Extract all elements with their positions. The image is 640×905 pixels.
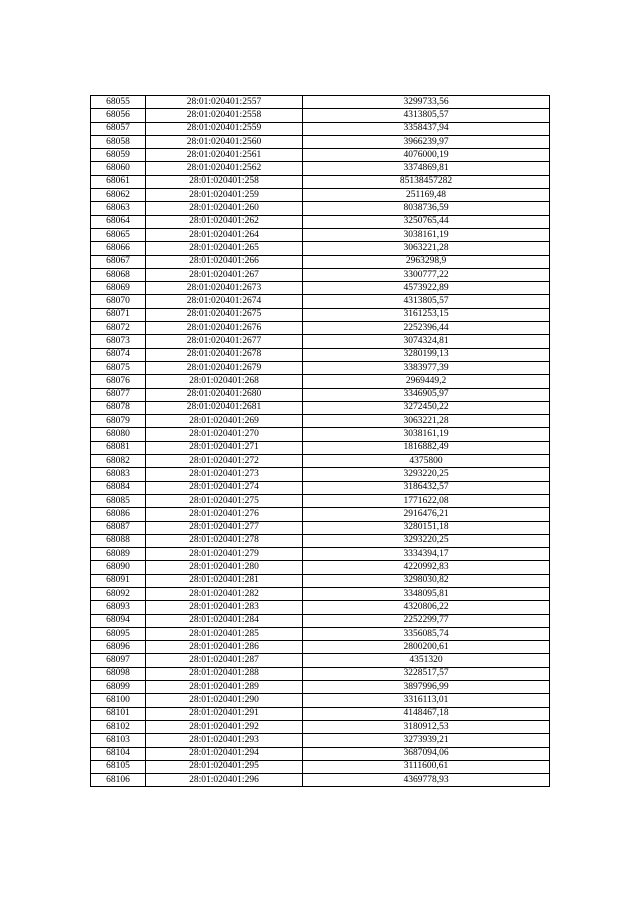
row-number-cell: 68084 bbox=[91, 481, 146, 494]
value-cell: 2252299,77 bbox=[303, 614, 550, 627]
value-cell: 3280151,18 bbox=[303, 521, 550, 534]
cadastral-number-cell: 28:01:020401:282 bbox=[146, 587, 303, 600]
value-cell: 4313805,57 bbox=[303, 109, 550, 122]
value-cell: 3356085,74 bbox=[303, 627, 550, 640]
cadastral-number-cell: 28:01:020401:269 bbox=[146, 415, 303, 428]
table-row bbox=[91, 601, 550, 614]
row-number-cell: 68105 bbox=[91, 760, 146, 773]
value-cell: 3334394,17 bbox=[303, 548, 550, 561]
row-number-cell: 68102 bbox=[91, 720, 146, 733]
value-cell: 1816882,49 bbox=[303, 441, 550, 454]
cadastral-number-cell: 28:01:020401:2677 bbox=[146, 335, 303, 348]
value-cell: 2969449,2 bbox=[303, 375, 550, 388]
cadastral-number-cell: 28:01:020401:279 bbox=[146, 548, 303, 561]
value-cell: 3299733,56 bbox=[303, 96, 550, 109]
row-number-cell: 68094 bbox=[91, 614, 146, 627]
table-row bbox=[91, 455, 550, 468]
cadastral-number-cell: 28:01:020401:293 bbox=[146, 734, 303, 747]
cadastral-number-cell: 28:01:020401:2560 bbox=[146, 135, 303, 148]
cadastral-number-cell: 28:01:020401:275 bbox=[146, 494, 303, 507]
value-cell: 251169,48 bbox=[303, 189, 550, 202]
data-table bbox=[90, 95, 550, 787]
table-row bbox=[91, 681, 550, 694]
value-cell: 85138457282 bbox=[303, 175, 550, 188]
table-row bbox=[91, 122, 550, 135]
value-cell: 3228517,57 bbox=[303, 667, 550, 680]
table-row bbox=[91, 641, 550, 654]
table-row bbox=[91, 561, 550, 574]
row-number-cell: 68090 bbox=[91, 561, 146, 574]
row-number-cell: 68083 bbox=[91, 468, 146, 481]
row-number-cell: 68075 bbox=[91, 361, 146, 374]
row-number-cell: 68057 bbox=[91, 122, 146, 135]
cadastral-number-cell: 28:01:020401:288 bbox=[146, 667, 303, 680]
table-row bbox=[91, 228, 550, 241]
row-number-cell: 68072 bbox=[91, 322, 146, 335]
table-row bbox=[91, 335, 550, 348]
value-cell: 3272450,22 bbox=[303, 401, 550, 414]
row-number-cell: 68106 bbox=[91, 774, 146, 787]
cadastral-number-cell: 28:01:020401:285 bbox=[146, 627, 303, 640]
table-row bbox=[91, 202, 550, 215]
value-cell: 3111600,61 bbox=[303, 760, 550, 773]
row-number-cell: 68104 bbox=[91, 747, 146, 760]
table-row bbox=[91, 774, 550, 787]
cadastral-number-cell: 28:01:020401:259 bbox=[146, 189, 303, 202]
value-cell: 3161253,15 bbox=[303, 308, 550, 321]
row-number-cell: 68073 bbox=[91, 335, 146, 348]
table-row bbox=[91, 667, 550, 680]
value-cell: 3074324,81 bbox=[303, 335, 550, 348]
cadastral-number-cell: 28:01:020401:2557 bbox=[146, 96, 303, 109]
value-cell: 3316113,01 bbox=[303, 694, 550, 707]
value-cell: 3300777,22 bbox=[303, 268, 550, 281]
row-number-cell: 68095 bbox=[91, 627, 146, 640]
value-cell: 3348095,81 bbox=[303, 587, 550, 600]
table-row bbox=[91, 614, 550, 627]
row-number-cell: 68082 bbox=[91, 455, 146, 468]
cadastral-number-cell: 28:01:020401:2673 bbox=[146, 282, 303, 295]
cadastral-number-cell: 28:01:020401:271 bbox=[146, 441, 303, 454]
cadastral-number-cell: 28:01:020401:2559 bbox=[146, 122, 303, 135]
cadastral-number-cell: 28:01:020401:2558 bbox=[146, 109, 303, 122]
cadastral-number-cell: 28:01:020401:272 bbox=[146, 455, 303, 468]
row-number-cell: 68060 bbox=[91, 162, 146, 175]
row-number-cell: 68086 bbox=[91, 508, 146, 521]
table-row bbox=[91, 375, 550, 388]
row-number-cell: 68068 bbox=[91, 268, 146, 281]
value-cell: 3186432,57 bbox=[303, 481, 550, 494]
value-cell: 3038161,19 bbox=[303, 228, 550, 241]
cadastral-number-cell: 28:01:020401:278 bbox=[146, 534, 303, 547]
row-number-cell: 68100 bbox=[91, 694, 146, 707]
row-number-cell: 68062 bbox=[91, 189, 146, 202]
table-row bbox=[91, 215, 550, 228]
row-number-cell: 68079 bbox=[91, 415, 146, 428]
cadastral-number-cell: 28:01:020401:276 bbox=[146, 508, 303, 521]
table-row bbox=[91, 468, 550, 481]
table-body bbox=[91, 96, 550, 787]
row-number-cell: 68070 bbox=[91, 295, 146, 308]
row-number-cell: 68063 bbox=[91, 202, 146, 215]
table-row bbox=[91, 308, 550, 321]
row-number-cell: 68097 bbox=[91, 654, 146, 667]
value-cell: 2252396,44 bbox=[303, 322, 550, 335]
row-number-cell: 68078 bbox=[91, 401, 146, 414]
value-cell: 3966239,97 bbox=[303, 135, 550, 148]
table-row bbox=[91, 720, 550, 733]
cadastral-number-cell: 28:01:020401:267 bbox=[146, 268, 303, 281]
row-number-cell: 68066 bbox=[91, 242, 146, 255]
value-cell: 4320806,22 bbox=[303, 601, 550, 614]
value-cell: 4375800 bbox=[303, 455, 550, 468]
table-row bbox=[91, 189, 550, 202]
value-cell: 3358437,94 bbox=[303, 122, 550, 135]
value-cell: 3250765,44 bbox=[303, 215, 550, 228]
cadastral-number-cell: 28:01:020401:273 bbox=[146, 468, 303, 481]
row-number-cell: 68058 bbox=[91, 135, 146, 148]
row-number-cell: 68077 bbox=[91, 388, 146, 401]
cadastral-number-cell: 28:01:020401:2562 bbox=[146, 162, 303, 175]
table-row bbox=[91, 282, 550, 295]
table-row bbox=[91, 760, 550, 773]
table-row bbox=[91, 428, 550, 441]
row-number-cell: 68093 bbox=[91, 601, 146, 614]
value-cell: 3374869,81 bbox=[303, 162, 550, 175]
cadastral-number-cell: 28:01:020401:258 bbox=[146, 175, 303, 188]
table-row bbox=[91, 481, 550, 494]
value-cell: 3897996,99 bbox=[303, 681, 550, 694]
value-cell: 3280199,13 bbox=[303, 348, 550, 361]
value-cell: 3063221,28 bbox=[303, 242, 550, 255]
value-cell: 2916476,21 bbox=[303, 508, 550, 521]
table-row bbox=[91, 494, 550, 507]
table-row bbox=[91, 401, 550, 414]
table-row bbox=[91, 521, 550, 534]
table-row bbox=[91, 162, 550, 175]
table-row bbox=[91, 149, 550, 162]
row-number-cell: 68081 bbox=[91, 441, 146, 454]
row-number-cell: 68096 bbox=[91, 641, 146, 654]
table-row bbox=[91, 548, 550, 561]
table-row bbox=[91, 747, 550, 760]
cadastral-number-cell: 28:01:020401:292 bbox=[146, 720, 303, 733]
row-number-cell: 68089 bbox=[91, 548, 146, 561]
cadastral-number-cell: 28:01:020401:268 bbox=[146, 375, 303, 388]
cadastral-number-cell: 28:01:020401:287 bbox=[146, 654, 303, 667]
row-number-cell: 68069 bbox=[91, 282, 146, 295]
row-number-cell: 68092 bbox=[91, 587, 146, 600]
value-cell: 3298030,82 bbox=[303, 574, 550, 587]
row-number-cell: 68061 bbox=[91, 175, 146, 188]
table-row bbox=[91, 534, 550, 547]
table-row bbox=[91, 441, 550, 454]
table-row bbox=[91, 587, 550, 600]
table-row bbox=[91, 415, 550, 428]
row-number-cell: 68103 bbox=[91, 734, 146, 747]
value-cell: 3346905,97 bbox=[303, 388, 550, 401]
table-row bbox=[91, 361, 550, 374]
row-number-cell: 68098 bbox=[91, 667, 146, 680]
row-number-cell: 68091 bbox=[91, 574, 146, 587]
value-cell: 1771622,08 bbox=[303, 494, 550, 507]
row-number-cell: 68099 bbox=[91, 681, 146, 694]
row-number-cell: 68080 bbox=[91, 428, 146, 441]
table-row bbox=[91, 135, 550, 148]
cadastral-number-cell: 28:01:020401:289 bbox=[146, 681, 303, 694]
table-row bbox=[91, 295, 550, 308]
table-row bbox=[91, 508, 550, 521]
cadastral-number-cell: 28:01:020401:280 bbox=[146, 561, 303, 574]
cadastral-number-cell: 28:01:020401:277 bbox=[146, 521, 303, 534]
row-number-cell: 68064 bbox=[91, 215, 146, 228]
value-cell: 4076000,19 bbox=[303, 149, 550, 162]
table-row bbox=[91, 175, 550, 188]
row-number-cell: 68056 bbox=[91, 109, 146, 122]
cadastral-number-cell: 28:01:020401:290 bbox=[146, 694, 303, 707]
row-number-cell: 68076 bbox=[91, 375, 146, 388]
value-cell: 2963298,9 bbox=[303, 255, 550, 268]
table-row bbox=[91, 96, 550, 109]
table-row bbox=[91, 627, 550, 640]
cadastral-number-cell: 28:01:020401:2676 bbox=[146, 322, 303, 335]
table-row bbox=[91, 707, 550, 720]
cadastral-number-cell: 28:01:020401:286 bbox=[146, 641, 303, 654]
cadastral-number-cell: 28:01:020401:2680 bbox=[146, 388, 303, 401]
cadastral-number-cell: 28:01:020401:262 bbox=[146, 215, 303, 228]
row-number-cell: 68059 bbox=[91, 149, 146, 162]
table-row bbox=[91, 574, 550, 587]
cadastral-number-cell: 28:01:020401:2681 bbox=[146, 401, 303, 414]
row-number-cell: 68055 bbox=[91, 96, 146, 109]
value-cell: 8038736,59 bbox=[303, 202, 550, 215]
cadastral-number-cell: 28:01:020401:2675 bbox=[146, 308, 303, 321]
table-row bbox=[91, 694, 550, 707]
row-number-cell: 68101 bbox=[91, 707, 146, 720]
row-number-cell: 68065 bbox=[91, 228, 146, 241]
row-number-cell: 68088 bbox=[91, 534, 146, 547]
table-row bbox=[91, 322, 550, 335]
cadastral-number-cell: 28:01:020401:291 bbox=[146, 707, 303, 720]
value-cell: 4369778,93 bbox=[303, 774, 550, 787]
cadastral-number-cell: 28:01:020401:284 bbox=[146, 614, 303, 627]
value-cell: 4351320 bbox=[303, 654, 550, 667]
cadastral-number-cell: 28:01:020401:2678 bbox=[146, 348, 303, 361]
cadastral-number-cell: 28:01:020401:270 bbox=[146, 428, 303, 441]
cadastral-number-cell: 28:01:020401:274 bbox=[146, 481, 303, 494]
row-number-cell: 68085 bbox=[91, 494, 146, 507]
cadastral-number-cell: 28:01:020401:283 bbox=[146, 601, 303, 614]
table-row bbox=[91, 734, 550, 747]
value-cell: 4220992,83 bbox=[303, 561, 550, 574]
table-row bbox=[91, 348, 550, 361]
value-cell: 3383977,39 bbox=[303, 361, 550, 374]
row-number-cell: 68071 bbox=[91, 308, 146, 321]
cadastral-number-cell: 28:01:020401:266 bbox=[146, 255, 303, 268]
table-row bbox=[91, 268, 550, 281]
cadastral-number-cell: 28:01:020401:264 bbox=[146, 228, 303, 241]
table-row bbox=[91, 255, 550, 268]
value-cell: 3293220,25 bbox=[303, 534, 550, 547]
value-cell: 4573922,89 bbox=[303, 282, 550, 295]
value-cell: 3063221,28 bbox=[303, 415, 550, 428]
value-cell: 3180912,53 bbox=[303, 720, 550, 733]
cadastral-number-cell: 28:01:020401:2561 bbox=[146, 149, 303, 162]
table-row bbox=[91, 109, 550, 122]
table-row bbox=[91, 388, 550, 401]
cadastral-number-cell: 28:01:020401:2674 bbox=[146, 295, 303, 308]
cadastral-number-cell: 28:01:020401:296 bbox=[146, 774, 303, 787]
value-cell: 3687094,06 bbox=[303, 747, 550, 760]
value-cell: 2800200,61 bbox=[303, 641, 550, 654]
cadastral-number-cell: 28:01:020401:281 bbox=[146, 574, 303, 587]
table-row bbox=[91, 242, 550, 255]
value-cell: 3038161,19 bbox=[303, 428, 550, 441]
row-number-cell: 68087 bbox=[91, 521, 146, 534]
row-number-cell: 68074 bbox=[91, 348, 146, 361]
value-cell: 3273939,21 bbox=[303, 734, 550, 747]
cadastral-number-cell: 28:01:020401:294 bbox=[146, 747, 303, 760]
table-row bbox=[91, 654, 550, 667]
cadastral-number-cell: 28:01:020401:265 bbox=[146, 242, 303, 255]
cadastral-number-cell: 28:01:020401:2679 bbox=[146, 361, 303, 374]
cadastral-number-cell: 28:01:020401:295 bbox=[146, 760, 303, 773]
value-cell: 3293220,25 bbox=[303, 468, 550, 481]
value-cell: 4148467,18 bbox=[303, 707, 550, 720]
cadastral-number-cell: 28:01:020401:260 bbox=[146, 202, 303, 215]
row-number-cell: 68067 bbox=[91, 255, 146, 268]
value-cell: 4313805,57 bbox=[303, 295, 550, 308]
